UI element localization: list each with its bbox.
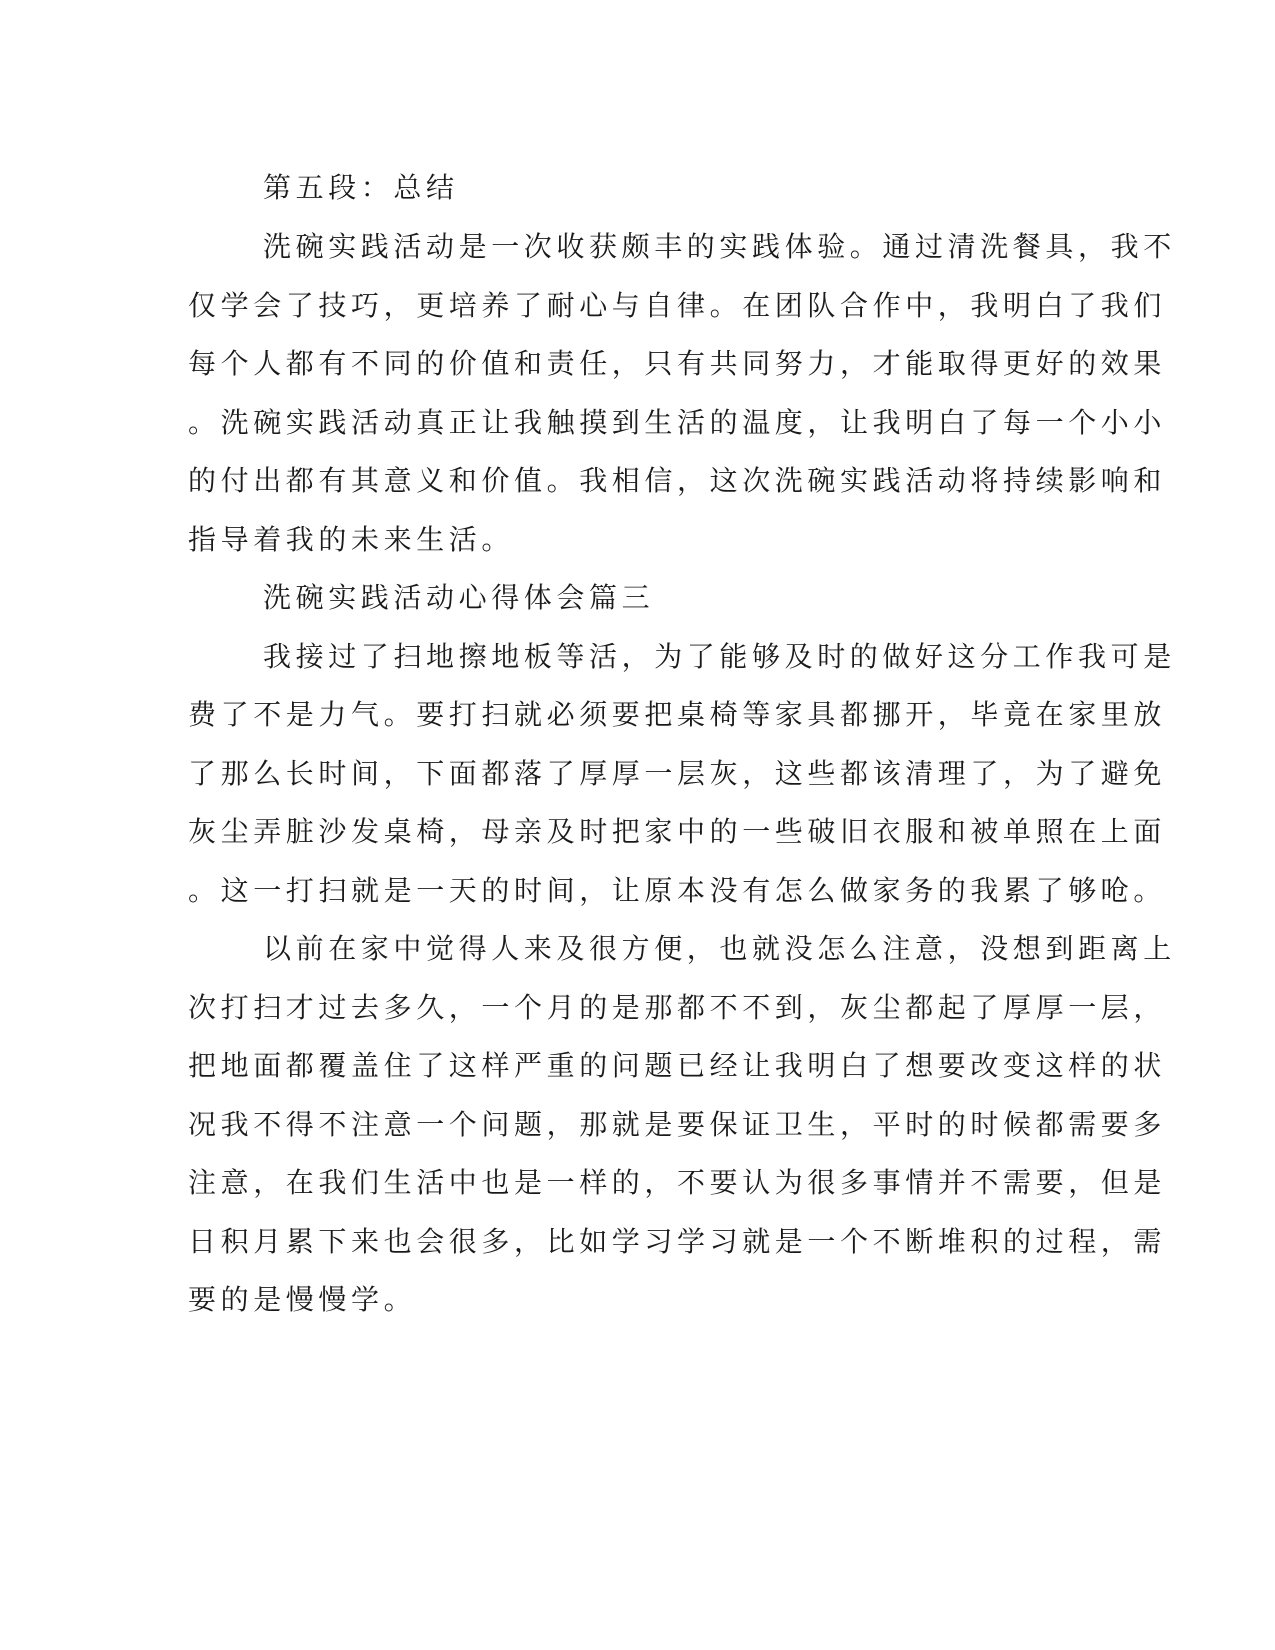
paragraph-line: 我接过了扫地擦地板等活，为了能够及时的做好这分工作我可是 [263,640,1176,673]
paragraph-line: 指导着我的未来生活。 [188,523,515,556]
section-heading: 第五段：总结 [263,171,459,204]
paragraph-line: 注意，在我们生活中也是一样的，不要认为很多事情并不需要，但是 [188,1166,1167,1199]
paragraph-line: 日积月累下来也会很多，比如学习学习就是一个不断堆积的过程，需 [188,1225,1167,1258]
paragraph-line: 费了不是力气。要打扫就必须要把桌椅等家具都挪开，毕竟在家里放 [188,698,1167,731]
paragraph-line: 仅学会了技巧，更培养了耐心与自律。在团队合作中，我明白了我们 [188,289,1167,322]
paragraph-line: 次打扫才过去多久，一个月的是那都不不到，灰尘都起了厚厚一层， [188,991,1167,1024]
paragraph-line: 灰尘弄脏沙发桌椅，母亲及时把家中的一些破旧衣服和被单照在上面 [188,815,1167,848]
paragraph-line: 的付出都有其意义和价值。我相信，这次洗碗实践活动将持续影响和 [188,464,1167,497]
article-title: 洗碗实践活动心得体会篇三 [263,581,655,614]
paragraph-line: 了那么长时间，下面都落了厚厚一层灰，这些都该清理了，为了避免 [188,757,1167,790]
paragraph-line: 要的是慢慢学。 [188,1283,417,1316]
paragraph-line: 洗碗实践活动是一次收获颇丰的实践体验。通过清洗餐具，我不 [263,230,1176,263]
paragraph-line: 。这一打扫就是一天的时间，让原本没有怎么做家务的我累了够呛。 [188,874,1167,907]
paragraph-line: 以前在家中觉得人来及很方便，也就没怎么注意，没想到距离上 [263,932,1176,965]
paragraph-line: 况我不得不注意一个问题，那就是要保证卫生，平时的时候都需要多 [188,1108,1167,1141]
paragraph-line: 。洗碗实践活动真正让我触摸到生活的温度，让我明白了每一个小小 [188,406,1167,439]
paragraph-line: 把地面都覆盖住了这样严重的问题已经让我明白了想要改变这样的状 [188,1049,1167,1082]
paragraph-line: 每个人都有不同的价值和责任，只有共同努力，才能取得更好的效果 [188,347,1167,380]
